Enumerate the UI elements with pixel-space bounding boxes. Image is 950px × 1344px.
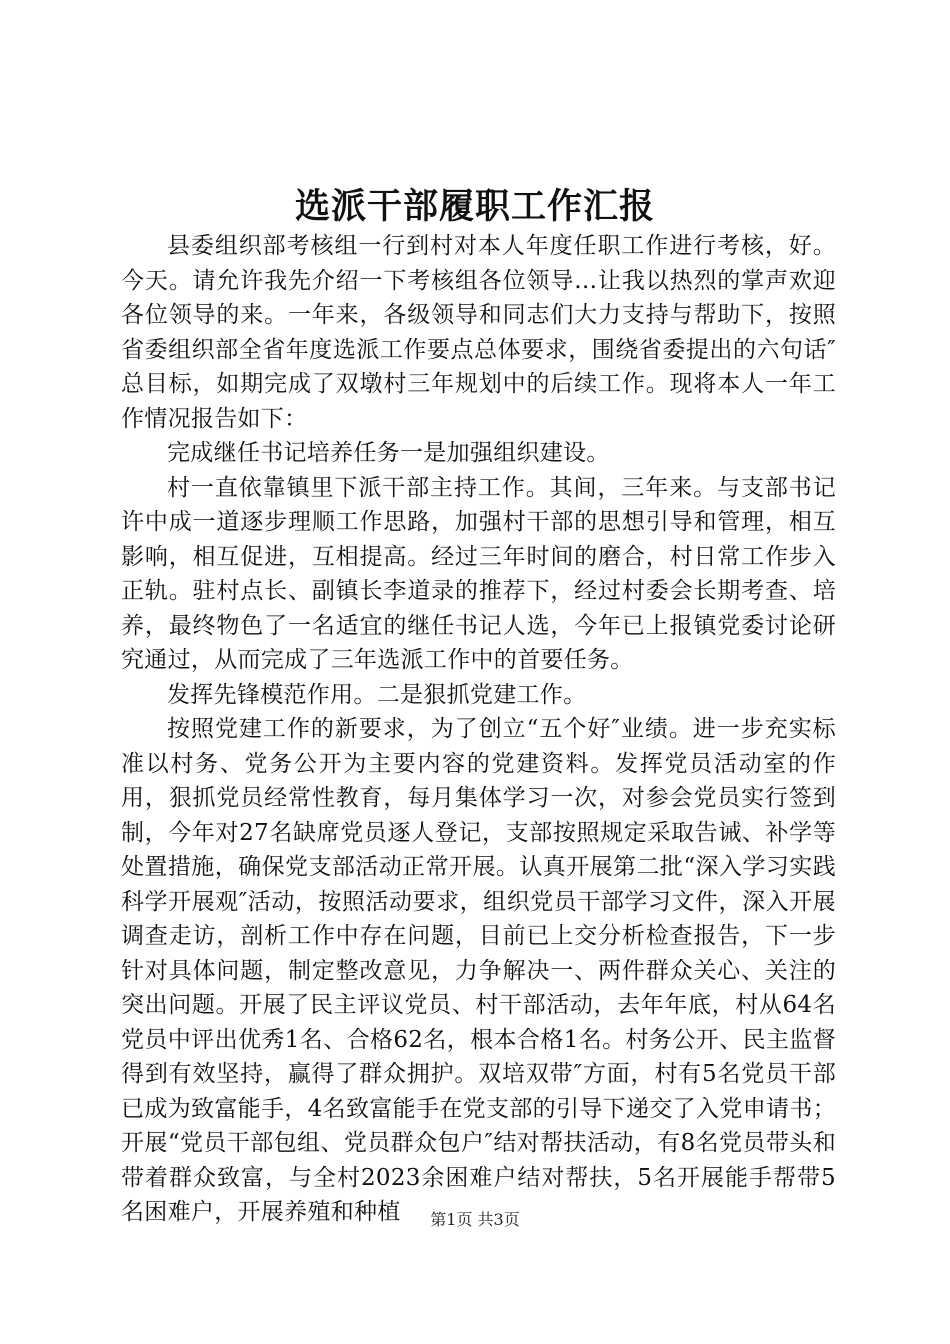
paragraph-heading-2: 发挥先锋模范作用。二是狠抓党建工作。 xyxy=(167,681,587,708)
document-body xyxy=(121,229,836,1230)
paragraph-party-building: 按照党建工作的新要求，为了创立“五个好″业绩。进一步充实标准以村务、党务公开为主要内容的党建资料。发挥党员活动室的作用，狠抓党员经常性教育，每月集体学习一次，对参会党员实行签到制，今年对27名缺席党员逐人登记，支部按照规定采取告诫、补学等处置措施，确保党支部活动正常开展。认真开展第二批“深入学习实践科学开展观″活动，按照活动要求，组织党员干部学习文件，深入开展调查走访，剖析工作中存在问题，目前已上交分析检查报告，下一步针对具体问题，制定整改意见，力争解决一、两件群众关心、关注的突出问题。开展了民主评议党员、村干部活动，去年年底，村从64名党员中评出优秀1名、合格62名，根本合格1名。村务公开、民主监督得到有效坚持，赢得了群众拥护。双培双带″方面，村有5名党员干部已成为致富能手，4名致富能手在党支部的引导下递交了入党申请书；开展“党员干部包组、党员群众包户″结对帮扶活动，有8名党员带头和带着群众致富，与全村2023余困难户结对帮扶，5名开展能手帮带5名困难户，开展养殖和种植 xyxy=(121,716,836,1225)
page-number: 第1页 共3页 xyxy=(430,1210,520,1229)
document-title: 选派干部履职工作汇报 xyxy=(294,186,655,227)
paragraph-heading-1: 完成继任书记培养任务一是加强组织建设。 xyxy=(167,440,610,466)
paragraph-intro: 县委组织部考核组一行到村对本人年度任职工作进行考核，好。今天。请允许我先介绍一下考核组各位领导…让我以热烈的掌声欢迎各位领导的来。一年来，各级领导和同志们大力支持与帮助下，按照省委组织部全省年度选派工作要点总体要求，围绕省委提出的六句话″总目标，如期完成了双墩村三年规划中的后续工作。现将本人一年工作情况报告如下： xyxy=(121,233,836,432)
paragraph-organization: 村一直依靠镇里下派干部主持工作。其间，三年来。与支部书记许中成一道逐步理顺工作思路，加强村干部的思想引导和管理，相互影响，相互促进，互相提高。经过三年时间的磨合，村日常工作步入正轨。驻村点长、副镇长李道录的推荐下，经过村委会长期考查、培养，最终物色了一名适宜的继任书记人选，今年已上报镇党委讨论研究通过，从而完成了三年选派工作中的首要任务。 xyxy=(121,474,836,673)
